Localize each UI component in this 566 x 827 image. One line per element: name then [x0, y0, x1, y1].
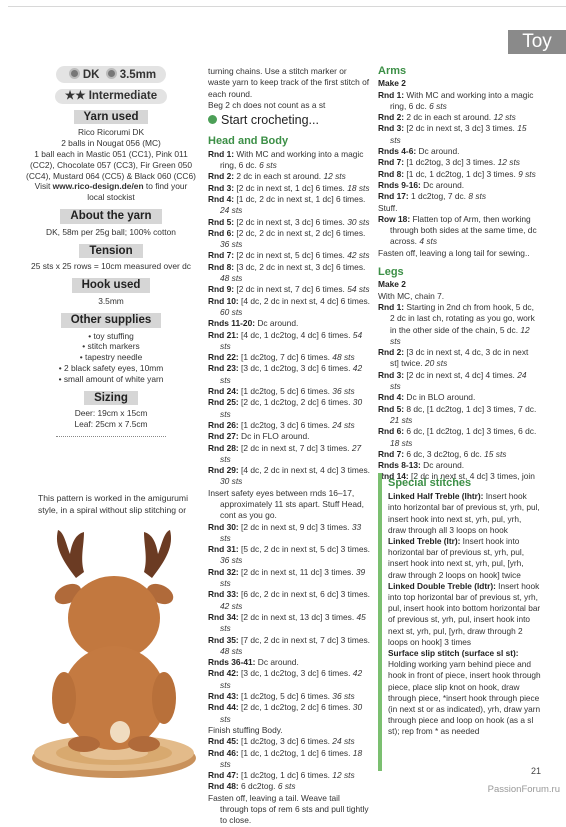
row-label: Rnd 47: — [208, 770, 239, 781]
row-text: 6 dc, 3 dc2tog, 6 dc. — [404, 448, 485, 459]
row-text: Finish stuffing Body. — [208, 724, 283, 735]
row-label: Rnd 7: — [378, 448, 405, 459]
row-text: [1 dc2tog, 1 dc] 6 times. — [238, 770, 333, 781]
special-stitches-list — [388, 491, 541, 737]
row-label: Rnd 14: — [378, 471, 409, 482]
stitch-count: 54 sts — [347, 284, 370, 295]
stitch-count: 30 sts — [220, 397, 363, 419]
pattern-row — [378, 203, 538, 214]
pattern-row — [208, 228, 370, 251]
row-text: With MC and working into a magic ring, 6 dc. — [220, 148, 364, 171]
row-label: Rnd 17: — [378, 191, 409, 202]
row-text: 2 dc in each st around. — [234, 171, 324, 182]
row-label: Rnd 1: — [378, 301, 405, 312]
difficulty-badge: ★★ Intermediate — [55, 89, 167, 104]
sizing-title: Sizing — [84, 391, 138, 406]
pattern-row — [208, 318, 370, 329]
intro-text: This pattern is worked in the amigurumi style, in a spiral without slip stitching or — [38, 493, 188, 515]
row-text: [4 dc, 1 dc2tog, 4 dc] 6 times. — [238, 329, 353, 340]
pattern-row — [378, 302, 538, 347]
stitch-name: Linked Treble (ltr): — [388, 536, 461, 547]
pattern-row — [208, 635, 370, 658]
row-text: Dc around. — [255, 657, 299, 668]
pattern-row — [208, 217, 370, 228]
row-label: Rnd 48: — [208, 781, 239, 792]
pattern-row — [378, 191, 538, 202]
pattern-row — [208, 793, 370, 827]
pattern-row — [378, 347, 538, 370]
yarn-line: Rico Ricorumi DK — [77, 127, 145, 138]
pattern-row — [208, 736, 370, 747]
pattern-row — [208, 194, 370, 217]
hook-used-text: 3.5mm — [98, 295, 124, 306]
row-text: [1 dc, 1 dc2tog, 1 dc] 3 times. — [404, 168, 519, 179]
ball-icon — [69, 68, 80, 79]
row-label: Rnd 28: — [208, 442, 239, 453]
row-text: [2 dc in next st, 3 dc] 6 times. — [234, 216, 348, 227]
row-text: [3 dc, 1 dc2tog, 3 dc] 6 times. — [238, 363, 353, 374]
head-body-title: Head and Body — [208, 135, 289, 148]
top-rule — [8, 6, 566, 7]
footer-watermark: PassionForum.ru — [487, 784, 560, 795]
row-text: Dc around. — [255, 318, 299, 329]
stitch-count: 39 sts — [220, 566, 366, 589]
row-text: [1 dc2tog, 3 dc] 3 times. — [404, 157, 498, 168]
row-label: Rnd 21: — [208, 329, 239, 340]
stitch-count: 60 sts — [220, 306, 243, 317]
row-text: Starting in 2nd ch from hook, 5 dc, 2 dc in last ch, rotating as you go, work in the other side of the chain, 5 dc. — [390, 301, 535, 335]
special-stitches-box — [378, 473, 541, 771]
row-label: Rnd 26: — [208, 419, 239, 430]
row-label: Rnd 44: — [208, 702, 239, 713]
row-label: Rnd 6: — [378, 426, 405, 437]
pattern-row — [208, 363, 370, 386]
stitch-count: 48 sts — [332, 352, 355, 363]
supply-item: • 2 black safety eyes, 10mm — [58, 362, 164, 373]
stitch-description: Holding working yarn behind piece and hook in front of piece, insert hook through piece, place slip knot on hook, draw through piece, *insert hook through piece (in next st or as indicated), yrh, draw yarn through piece and loop on hook (as a sl st); rep from * as needed — [388, 659, 541, 737]
yarn-line: 1 ball each in Mastic 051 (CC1), Pink 011 — [34, 148, 188, 159]
stitch-count: 36 sts — [332, 691, 355, 702]
pattern-row — [378, 291, 538, 302]
row-label: Rnd 32: — [208, 566, 239, 577]
pattern-row — [208, 250, 370, 261]
supply-item: • small amount of white yarn — [58, 373, 164, 384]
row-label: Rnd 1: — [378, 89, 405, 100]
pattern-row — [208, 397, 370, 420]
yarn-line: (CC4), Mustard 064 (CC5) & Black 060 (CC6) — [26, 170, 196, 181]
about-yarn-text: DK, 58m per 25g ball; 100% cotton — [46, 226, 176, 237]
pattern-row — [208, 612, 370, 635]
pattern-row — [208, 567, 370, 590]
pattern-row — [378, 370, 538, 393]
pattern-row — [208, 657, 370, 668]
row-label: Rnds 36-41: — [208, 657, 256, 668]
row-label: Rnd 34: — [208, 611, 239, 622]
row-label: Rnds 8-13: — [378, 460, 421, 471]
special-stitch-item — [388, 536, 541, 581]
pattern-row — [208, 420, 370, 431]
row-text: [3 dc, 1 dc2tog, 3 dc] 6 times. — [238, 668, 353, 679]
stitch-count: 18 sts — [390, 437, 413, 448]
tension-title: Tension — [79, 244, 142, 259]
row-text: [2 dc, 1 dc2tog, 2 dc] 6 times. — [238, 397, 353, 408]
circle-icon — [208, 115, 217, 124]
row-label: Rnd 5: — [208, 216, 235, 227]
stitch-description: Insert hook into horizontal bar of previous st, yrh, pul, insert hook into next st, yrh, pul, yrh, draw through all 3 loops on hook — [388, 491, 540, 535]
row-text: [1 dc2tog, 3 dc] 6 times. — [238, 419, 333, 430]
pattern-row — [208, 725, 370, 736]
pattern-row — [378, 449, 538, 460]
pattern-row — [208, 183, 370, 194]
row-label: Rnd 27: — [208, 431, 239, 442]
stitch-count: 21 sts — [390, 414, 413, 425]
row-label: Rnd 5: — [378, 403, 405, 414]
stitch-count: 8 sts — [468, 191, 487, 202]
pattern-row — [378, 404, 538, 427]
legs-title: Legs — [378, 266, 404, 279]
yarn-used-title: Yarn used — [74, 110, 149, 125]
row-text: [1 dc, 1 dc2tog, 1 dc] 6 times. — [238, 747, 353, 758]
row-text: [2 dc in next st, 1 dc] 6 times. — [234, 182, 348, 193]
pattern-row — [208, 589, 370, 612]
row-label: Rnds 9-16: — [378, 179, 421, 190]
stockist-line: Visit www.rico-design.de/en to find your local stockist — [34, 181, 188, 203]
row-text: [2 dc in next st, 9 dc] 3 times. — [238, 521, 352, 532]
stitch-count: 12 sts — [390, 324, 530, 346]
stitch-count: 24 sts — [332, 736, 355, 747]
row-text: Stuff. — [378, 202, 398, 213]
pattern-row — [378, 214, 538, 248]
pattern-row — [378, 460, 538, 471]
special-stitch-item — [388, 491, 541, 536]
row-text: Flatten top of Arm, then working through both sides at the same time, dc across. — [390, 213, 537, 247]
row-text: Dc around. — [420, 179, 465, 190]
row-text: [2 dc in next st, 5 dc] 6 times. — [234, 250, 348, 261]
row-label: Rnd 23: — [208, 363, 239, 374]
sizing-leaf: Leaf: 25cm x 7.5cm — [74, 419, 148, 430]
continued-text: turning chains. Use a stitch marker or waste yarn to keep track of the first stitch of each round. — [208, 66, 370, 99]
row-label: Rnd 29: — [208, 465, 239, 476]
row-text: [1 dc2tog, 3 dc] 6 times. — [238, 736, 333, 747]
special-stitch-item — [388, 648, 541, 738]
hook-icon — [106, 68, 117, 79]
stitch-count: 12 sts — [497, 157, 520, 168]
stitch-count: 24 sts — [390, 369, 527, 392]
stitch-count: 12 sts — [323, 171, 346, 182]
stitch-count: 36 sts — [220, 555, 243, 566]
supply-item: • stitch markers — [82, 341, 140, 352]
stitch-count: 30 sts — [220, 476, 243, 487]
stitch-count: 36 sts — [332, 386, 355, 397]
stitch-count: 15 sts — [484, 448, 507, 459]
section-tab: Toy — [508, 30, 566, 54]
pattern-row — [208, 770, 370, 781]
stitch-count: 12 sts — [332, 770, 355, 781]
row-text: [4 dc, 2 dc in next st, 4 dc] 6 times. — [238, 295, 370, 306]
row-label: Rnd 7: — [378, 157, 405, 168]
row-label: Rnd 46: — [208, 747, 239, 758]
row-label: Rnd 3: — [208, 182, 235, 193]
pattern-row — [208, 296, 370, 319]
row-text: [7 dc, 2 dc in next st, 7 dc] 3 times. — [238, 634, 370, 645]
stitch-count: 48 sts — [220, 645, 243, 656]
stitch-count: 9 sts — [518, 168, 536, 179]
row-text: 8 dc, [1 dc2tog, 1 dc] 3 times, 7 dc. — [404, 403, 537, 414]
head-body-column — [208, 66, 370, 827]
row-label: Rnd 22: — [208, 352, 239, 363]
dotted-divider — [56, 436, 166, 437]
stitch-count: 20 sts — [424, 358, 448, 369]
row-text: [6 dc, 2 dc in next st, 6 dc] 3 times. — [238, 589, 370, 600]
supply-item: • toy stuffing — [88, 330, 134, 341]
stitch-count: 27 sts — [220, 442, 362, 464]
arms-make: Make 2 — [378, 78, 406, 89]
pattern-row — [208, 284, 370, 295]
row-text: [1 dc2tog, 5 dc] 6 times. — [238, 691, 333, 702]
stitch-count: 36 sts — [220, 239, 243, 250]
row-text: Dc around. — [416, 146, 460, 157]
row-text: [2 dc in next st, 13 dc] 3 times. — [238, 611, 357, 622]
pattern-row — [378, 392, 538, 403]
continued-text: Beg 2 ch does not count as a st — [208, 99, 326, 110]
row-label: Rnds 4-6: — [378, 146, 417, 157]
row-label: Rnd 30: — [208, 521, 239, 532]
amigurumi-deer-photo — [14, 520, 204, 782]
stitch-count: 48 sts — [220, 273, 243, 284]
row-label: Rnd 8: — [208, 261, 235, 272]
stitch-count: 6 sts — [259, 160, 277, 171]
pattern-row — [208, 262, 370, 285]
arms-legs-column — [378, 66, 538, 483]
row-label: Rnd 24: — [208, 386, 239, 397]
stitch-count: 42 sts — [220, 668, 363, 690]
pattern-row — [208, 171, 370, 182]
row-label: Rnd 8: — [378, 168, 405, 179]
row-label: Rnd 25: — [208, 397, 239, 408]
stitch-count: 45 sts — [220, 611, 366, 634]
stitch-count: 33 sts — [220, 521, 362, 543]
stitch-count: 18 sts — [220, 747, 363, 769]
stitch-count: 12 sts — [493, 112, 516, 123]
stitch-count: 6 sts — [429, 100, 447, 111]
row-text: 6 dc, [1 dc2tog, 1 dc] 3 times, 6 dc. — [404, 426, 537, 437]
special-stitches-title: Special stitches — [388, 477, 472, 489]
yarn-line: 2 balls in Nougat 056 (MC) — [61, 138, 161, 149]
other-supplies-title: Other supplies — [61, 313, 162, 328]
stitch-count: 42 sts — [347, 250, 370, 261]
row-label: Rnd 43: — [208, 691, 239, 702]
row-text: Dc in FLO around. — [238, 431, 310, 442]
row-text: Dc around. — [420, 460, 465, 471]
head-body-rows — [208, 149, 370, 827]
arms-title: Arms — [378, 65, 407, 77]
stitch-count: 42 sts — [220, 363, 363, 385]
row-text: [2 dc in next st, 7 dc] 6 times. — [234, 284, 348, 295]
pattern-row — [378, 180, 538, 191]
row-text: [2 dc, 1 dc2tog, 2 dc] 6 times. — [238, 702, 353, 713]
row-label: Rnd 6: — [208, 227, 235, 238]
hook-size: 3.5mm — [119, 69, 157, 81]
row-label: Rnd 42: — [208, 668, 239, 679]
row-text: Insert safety eyes between rnds 16–17, approximately 11 sts apart. Stuff Head, cont as you go. — [208, 487, 365, 521]
stitch-description: Insert hook into top horizontal bar of previous st, yrh, pul, insert hook into bottom horizontal bar of previous st, yrh, pul, insert hook into next st, yrh, pul, [yrh, draw through 2 loops on hook] 3 times — [388, 580, 541, 647]
pattern-row — [208, 149, 370, 172]
pattern-row — [378, 90, 538, 113]
row-label: Rnd 1: — [208, 148, 235, 159]
stitch-description: Insert hook into horizontal bar of previous st, yrh, pul, insert hook into next st, yrh, pul, [yrh, draw through 2 loops on hook] twice — [388, 536, 525, 580]
stitch-count: 15 sts — [390, 123, 527, 145]
stitch-name: Linked Double Treble (ldtr): — [388, 580, 496, 591]
row-text: [2 dc in next st, 11 dc] 3 times. — [238, 566, 356, 577]
row-text: Fasten off, leaving a long tail for sewing.. — [378, 247, 530, 258]
pattern-row — [208, 702, 370, 725]
row-text: [5 dc, 2 dc in next st, 5 dc] 3 times. — [238, 544, 370, 555]
row-label: Rnd 35: — [208, 634, 239, 645]
row-text: 2 dc in each st around. — [404, 112, 494, 123]
pattern-row — [208, 748, 370, 771]
legs-rows — [378, 291, 538, 483]
supply-item: • tapestry needle — [79, 352, 143, 363]
row-text: [2 dc, 2 dc in next st, 2 dc] 6 times. — [234, 227, 366, 238]
info-column — [26, 66, 196, 437]
row-label: Rnd 3: — [378, 123, 405, 134]
row-label: Rnd 10: — [208, 295, 239, 306]
pattern-row — [208, 544, 370, 567]
stitch-name: Linked Half Treble (lhtr): — [388, 491, 484, 502]
pattern-row — [208, 330, 370, 353]
row-label: Rnd 4: — [378, 392, 405, 403]
row-label: Row 18: — [378, 213, 411, 224]
pattern-row — [378, 123, 538, 146]
pattern-row — [208, 465, 370, 488]
pattern-row — [378, 157, 538, 168]
stitch-count: 24 sts — [332, 419, 355, 430]
stitch-count: 24 sts — [220, 205, 243, 216]
row-label: Rnd 2: — [378, 347, 405, 358]
row-text: Dc in BLO around. — [404, 392, 476, 403]
pattern-row — [208, 431, 370, 442]
pattern-row — [208, 691, 370, 702]
stitch-name: Surface slip stitch (surface sl st): — [388, 648, 519, 659]
pattern-row — [378, 248, 538, 259]
sizing-deer: Deer: 19cm x 15cm — [74, 408, 148, 419]
pattern-row — [208, 352, 370, 363]
pattern-row — [208, 488, 370, 522]
pattern-row — [208, 781, 370, 792]
row-label: Rnds 11-20: — [208, 318, 256, 329]
row-text: With MC and working into a magic ring, 6 dc. — [390, 89, 534, 111]
row-text: [1 dc2tog, 7 dc] 6 times. — [238, 352, 333, 363]
row-text: [4 dc, 2 dc in next st, 4 dc] 3 times. — [238, 465, 370, 476]
stockist-link[interactable]: www.rico-design.de/en — [52, 181, 144, 192]
hook-used-title: Hook used — [72, 278, 151, 293]
pattern-row — [378, 169, 538, 180]
pattern-row — [378, 426, 538, 449]
row-label: Rnd 2: — [378, 112, 405, 123]
legs-make: Make 2 — [378, 279, 406, 290]
row-label: Rnd 4: — [208, 193, 235, 204]
row-label: Rnd 31: — [208, 544, 239, 555]
row-text: [3 dc in next st, 4 dc, 3 dc in next st] twice. — [390, 347, 529, 369]
pattern-row — [378, 112, 538, 123]
row-text: [1 dc2tog, 5 dc] 6 times. — [238, 386, 333, 397]
yarn-weight: DK — [82, 69, 100, 81]
row-text: [2 dc in next st, 4 dc] 4 times. — [404, 369, 518, 380]
pattern-row — [208, 443, 370, 466]
row-label: Rnd 45: — [208, 736, 239, 747]
stitch-count: 30 sts — [220, 702, 363, 724]
stitch-count: 4 sts — [419, 236, 438, 247]
about-yarn-title: About the yarn — [60, 209, 161, 224]
stitch-count: 42 sts — [220, 600, 243, 611]
row-label: Rnd 33: — [208, 589, 239, 600]
row-label: Rnd 9: — [208, 284, 235, 295]
stitch-count: 54 sts — [220, 329, 363, 351]
row-text: 6 dc2tog. — [238, 781, 278, 792]
row-text: 1 dc2tog, 7 dc. — [408, 191, 469, 202]
row-label: Rnd 7: — [208, 250, 235, 261]
tension-text: 25 sts x 25 rows = 10cm measured over dc — [31, 261, 191, 272]
pattern-row — [208, 668, 370, 691]
stitch-count: 18 sts — [347, 182, 370, 193]
pattern-row — [378, 146, 538, 157]
row-text: [2 dc in next st, 3 dc] 3 times. — [404, 123, 518, 134]
row-text: [2 dc in next st, 4 dc] 3 times, join — [408, 471, 535, 482]
page-number: 21 — [531, 766, 542, 776]
row-text: [2 dc in next st, 7 dc] 3 times. — [238, 442, 352, 453]
yarn-line: (CC2), Chocolate 057 (CC3), Fir Green 050 — [30, 159, 192, 170]
row-text: [3 dc, 2 dc in next st, 3 dc] 6 times. — [234, 261, 366, 272]
special-stitch-item — [388, 581, 541, 648]
row-text: [1 dc, 2 dc in next st, 1 dc] 6 times. — [234, 193, 366, 204]
row-label: Rnd 3: — [378, 369, 405, 380]
row-label: Rnd 2: — [208, 171, 235, 182]
stitch-count: 6 sts — [277, 781, 296, 792]
yarn-weight-badge — [56, 66, 166, 83]
stitch-count: 30 sts — [347, 216, 370, 227]
row-text: With MC, chain 7. — [378, 290, 445, 301]
arms-rows — [378, 90, 538, 259]
pattern-row — [208, 386, 370, 397]
pattern-row — [208, 522, 370, 545]
row-text: Fasten off, leaving a tail. Weave tail through tops of rem 6 sts and pull tightly to close. — [208, 792, 369, 826]
start-crocheting-heading: Start crocheting... — [208, 115, 370, 126]
